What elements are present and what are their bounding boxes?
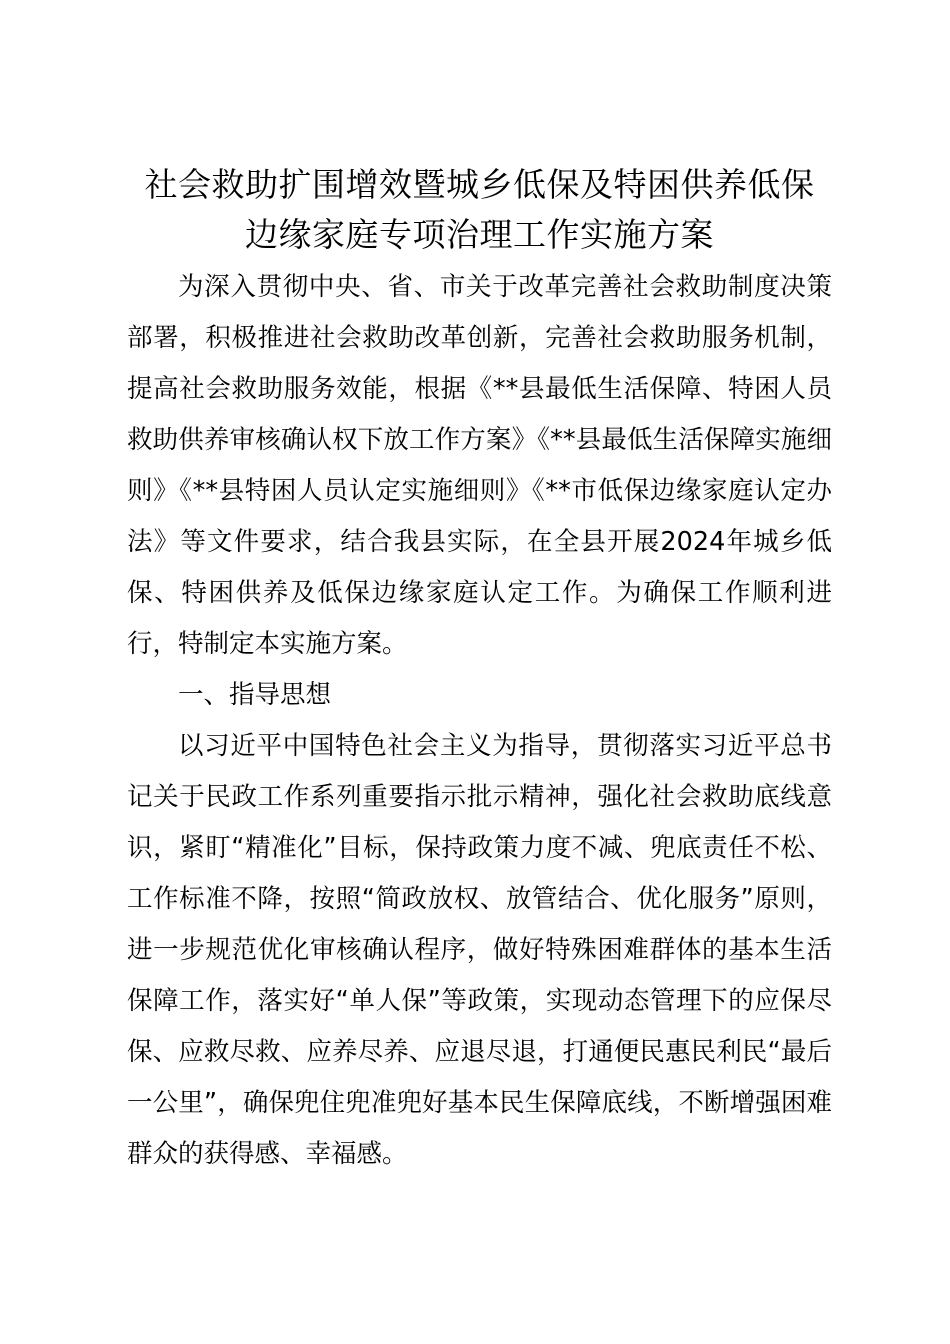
- document-title-line-2: 边缘家庭专项治理工作实施方案: [245, 215, 714, 254]
- document-title-line-1: 社会救助扩围增效暨城乡低保及特困供养低保: [144, 165, 815, 204]
- intro-paragraph: 为深入贯彻中央、省、市关于改革完善社会救助制度决策部署，积极推进社会救助改革创新，完善社会救助服务机制，提高社会救助服务效能，根据《**县最低生活保障、特困人员救助供养审核确认权下放工作方案》《**县最低生活保障实施细则》《**县特困人员认定实施细则》《**市低保边缘家庭认定办法》等文件要求，结合我县实际，在全县开展2024年城乡低保、特困供养及低保边缘家庭认定工作。为确保工作顺利进行，特制定本实施方案。: [127, 272, 832, 659]
- section-1-paragraph: 以习近平中国特色社会主义为指导，贯彻落实习近平总书记关于民政工作系列重要指示批示精神，强化社会救助底线意识，紧盯“精准化”目标，保持政策力度不减、兜底责任不松、工作标准不降，按照“简政放权、放管结合、优化服务”原则，进一步规范优化审核确认程序，做好特殊困难群体的基本生活保障工作，落实好“单人保”等政策，实现动态管理下的应保尽保、应救尽救、应养尽养、应退尽退，打通便民惠民利民“最后一公里”，确保兜住兜准兜好基本民生保障底线，不断增强困难群众的获得感、幸福感。: [127, 731, 832, 1169]
- document-title: [127, 160, 832, 260]
- section-1-heading: 一、指导思想: [178, 680, 332, 710]
- document-page: [127, 160, 832, 1180]
